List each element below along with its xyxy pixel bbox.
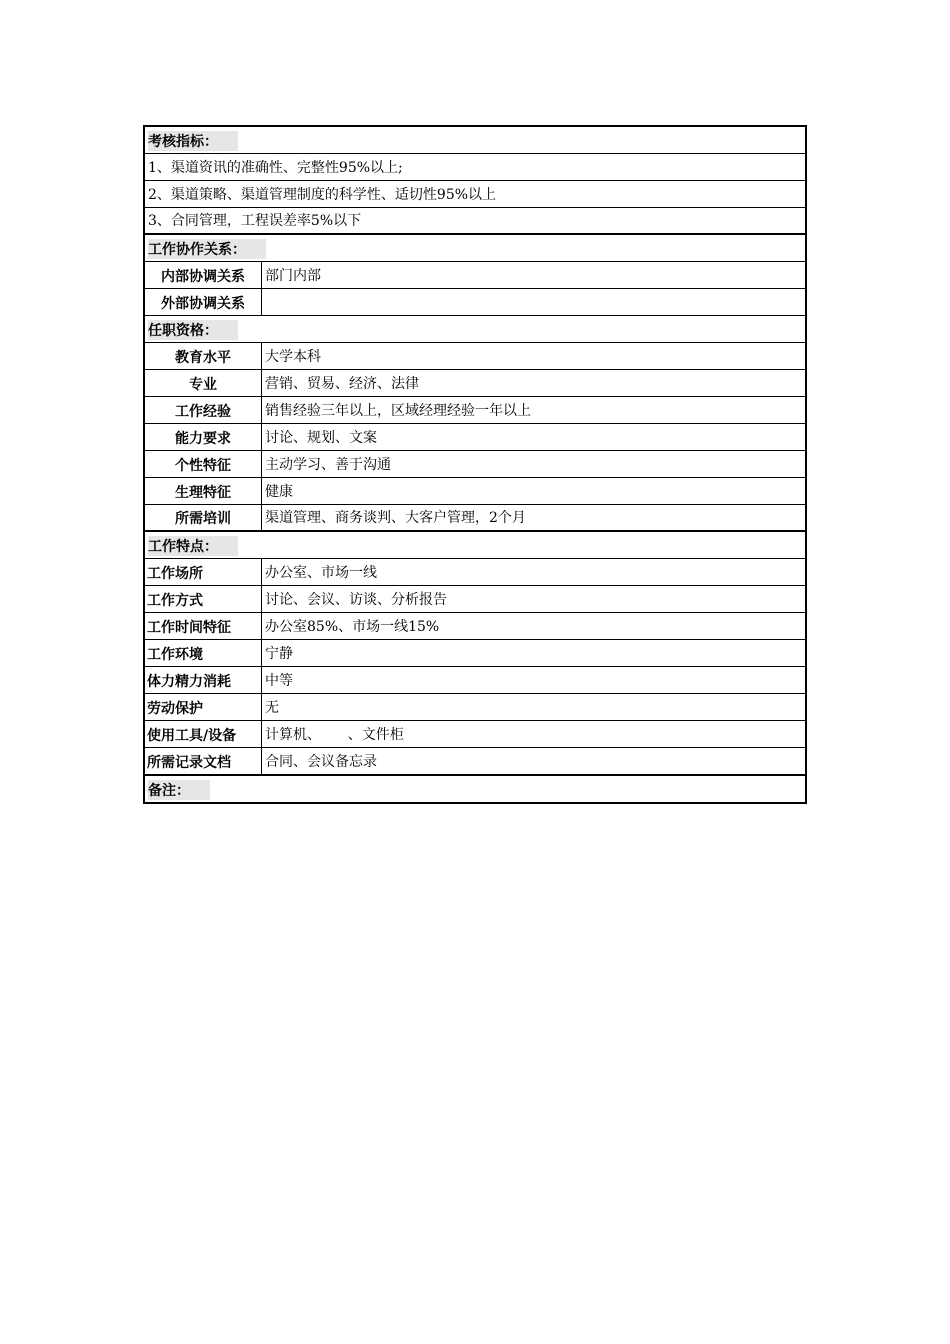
table-row xyxy=(145,478,805,505)
row-value: 讨论、规划、文案 xyxy=(265,430,377,446)
table-row xyxy=(145,343,805,370)
row-label: 内部协调关系 xyxy=(145,262,262,288)
table-row xyxy=(145,721,805,748)
row-value xyxy=(262,289,805,315)
row-label: 生理特征 xyxy=(145,478,262,504)
table-row xyxy=(145,748,805,775)
notes-header: 备注： xyxy=(145,776,210,802)
qualifications-header-row xyxy=(145,316,805,343)
notes-row xyxy=(145,775,805,802)
table-row xyxy=(145,613,805,640)
row-label: 工作时间特征 xyxy=(145,613,262,639)
table-row xyxy=(145,289,805,316)
row-value: 健康 xyxy=(265,484,293,500)
features-header-row xyxy=(145,532,805,559)
row-value: 计算机、 、文件柜 xyxy=(265,727,404,743)
row-label: 使用工具/设备 xyxy=(145,721,262,747)
row-label: 教育水平 xyxy=(145,343,262,369)
row-value: 无 xyxy=(265,700,279,716)
row-value: 宁静 xyxy=(265,646,293,662)
row-label: 所需培训 xyxy=(145,505,262,530)
row-value: 营销、贸易、经济、法律 xyxy=(265,376,419,392)
row-label: 劳动保护 xyxy=(145,694,262,720)
row-value: 合同、会议备忘录 xyxy=(265,754,377,770)
table-row xyxy=(145,505,805,532)
features-header: 工作特点： xyxy=(145,532,238,558)
table-row xyxy=(145,640,805,667)
collaboration-header-row xyxy=(145,235,805,262)
table-row xyxy=(145,559,805,586)
assessment-item-row xyxy=(145,208,805,235)
row-label: 工作经验 xyxy=(145,397,262,423)
row-label: 工作方式 xyxy=(145,586,262,612)
assessment-item-row xyxy=(145,154,805,181)
table-row xyxy=(145,667,805,694)
row-value: 办公室、市场一线 xyxy=(265,565,377,581)
job-description-table xyxy=(143,125,807,804)
table-row xyxy=(145,694,805,721)
table-row xyxy=(145,262,805,289)
table-row xyxy=(145,586,805,613)
row-value: 讨论、会议、访谈、分析报告 xyxy=(265,592,447,608)
table-row xyxy=(145,370,805,397)
row-value: 主动学习、善于沟通 xyxy=(265,457,391,473)
row-label: 专业 xyxy=(145,370,262,396)
row-label: 工作环境 xyxy=(145,640,262,666)
table-row xyxy=(145,451,805,478)
assessment-item: 1、渠道资讯的准确性、完整性95%以上; xyxy=(148,160,403,176)
assessment-item-row xyxy=(145,181,805,208)
row-value: 中等 xyxy=(265,673,293,689)
assessment-header-row xyxy=(145,127,805,154)
row-label: 体力精力消耗 xyxy=(145,667,262,693)
row-value: 销售经验三年以上，区域经理经验一年以上 xyxy=(265,403,531,419)
table-row xyxy=(145,424,805,451)
assessment-item: 2、渠道策略、渠道管理制度的科学性、适切性95%以上 xyxy=(148,187,497,203)
qualifications-header: 任职资格： xyxy=(145,316,238,342)
row-label: 能力要求 xyxy=(145,424,262,450)
table-row xyxy=(145,397,805,424)
collaboration-header: 工作协作关系： xyxy=(145,235,266,261)
row-value: 大学本科 xyxy=(265,349,321,365)
row-value: 部门内部 xyxy=(265,268,321,284)
row-label: 工作场所 xyxy=(145,559,262,585)
row-label: 外部协调关系 xyxy=(145,289,262,315)
row-value: 渠道管理、商务谈判、大客户管理，2个月 xyxy=(265,510,526,526)
assessment-header: 考核指标： xyxy=(145,127,238,153)
assessment-item: 3、合同管理，工程误差率5%以下 xyxy=(148,213,362,229)
row-value: 办公室85%、市场一线15% xyxy=(265,619,440,635)
row-label: 所需记录文档 xyxy=(145,748,262,774)
row-label: 个性特征 xyxy=(145,451,262,477)
